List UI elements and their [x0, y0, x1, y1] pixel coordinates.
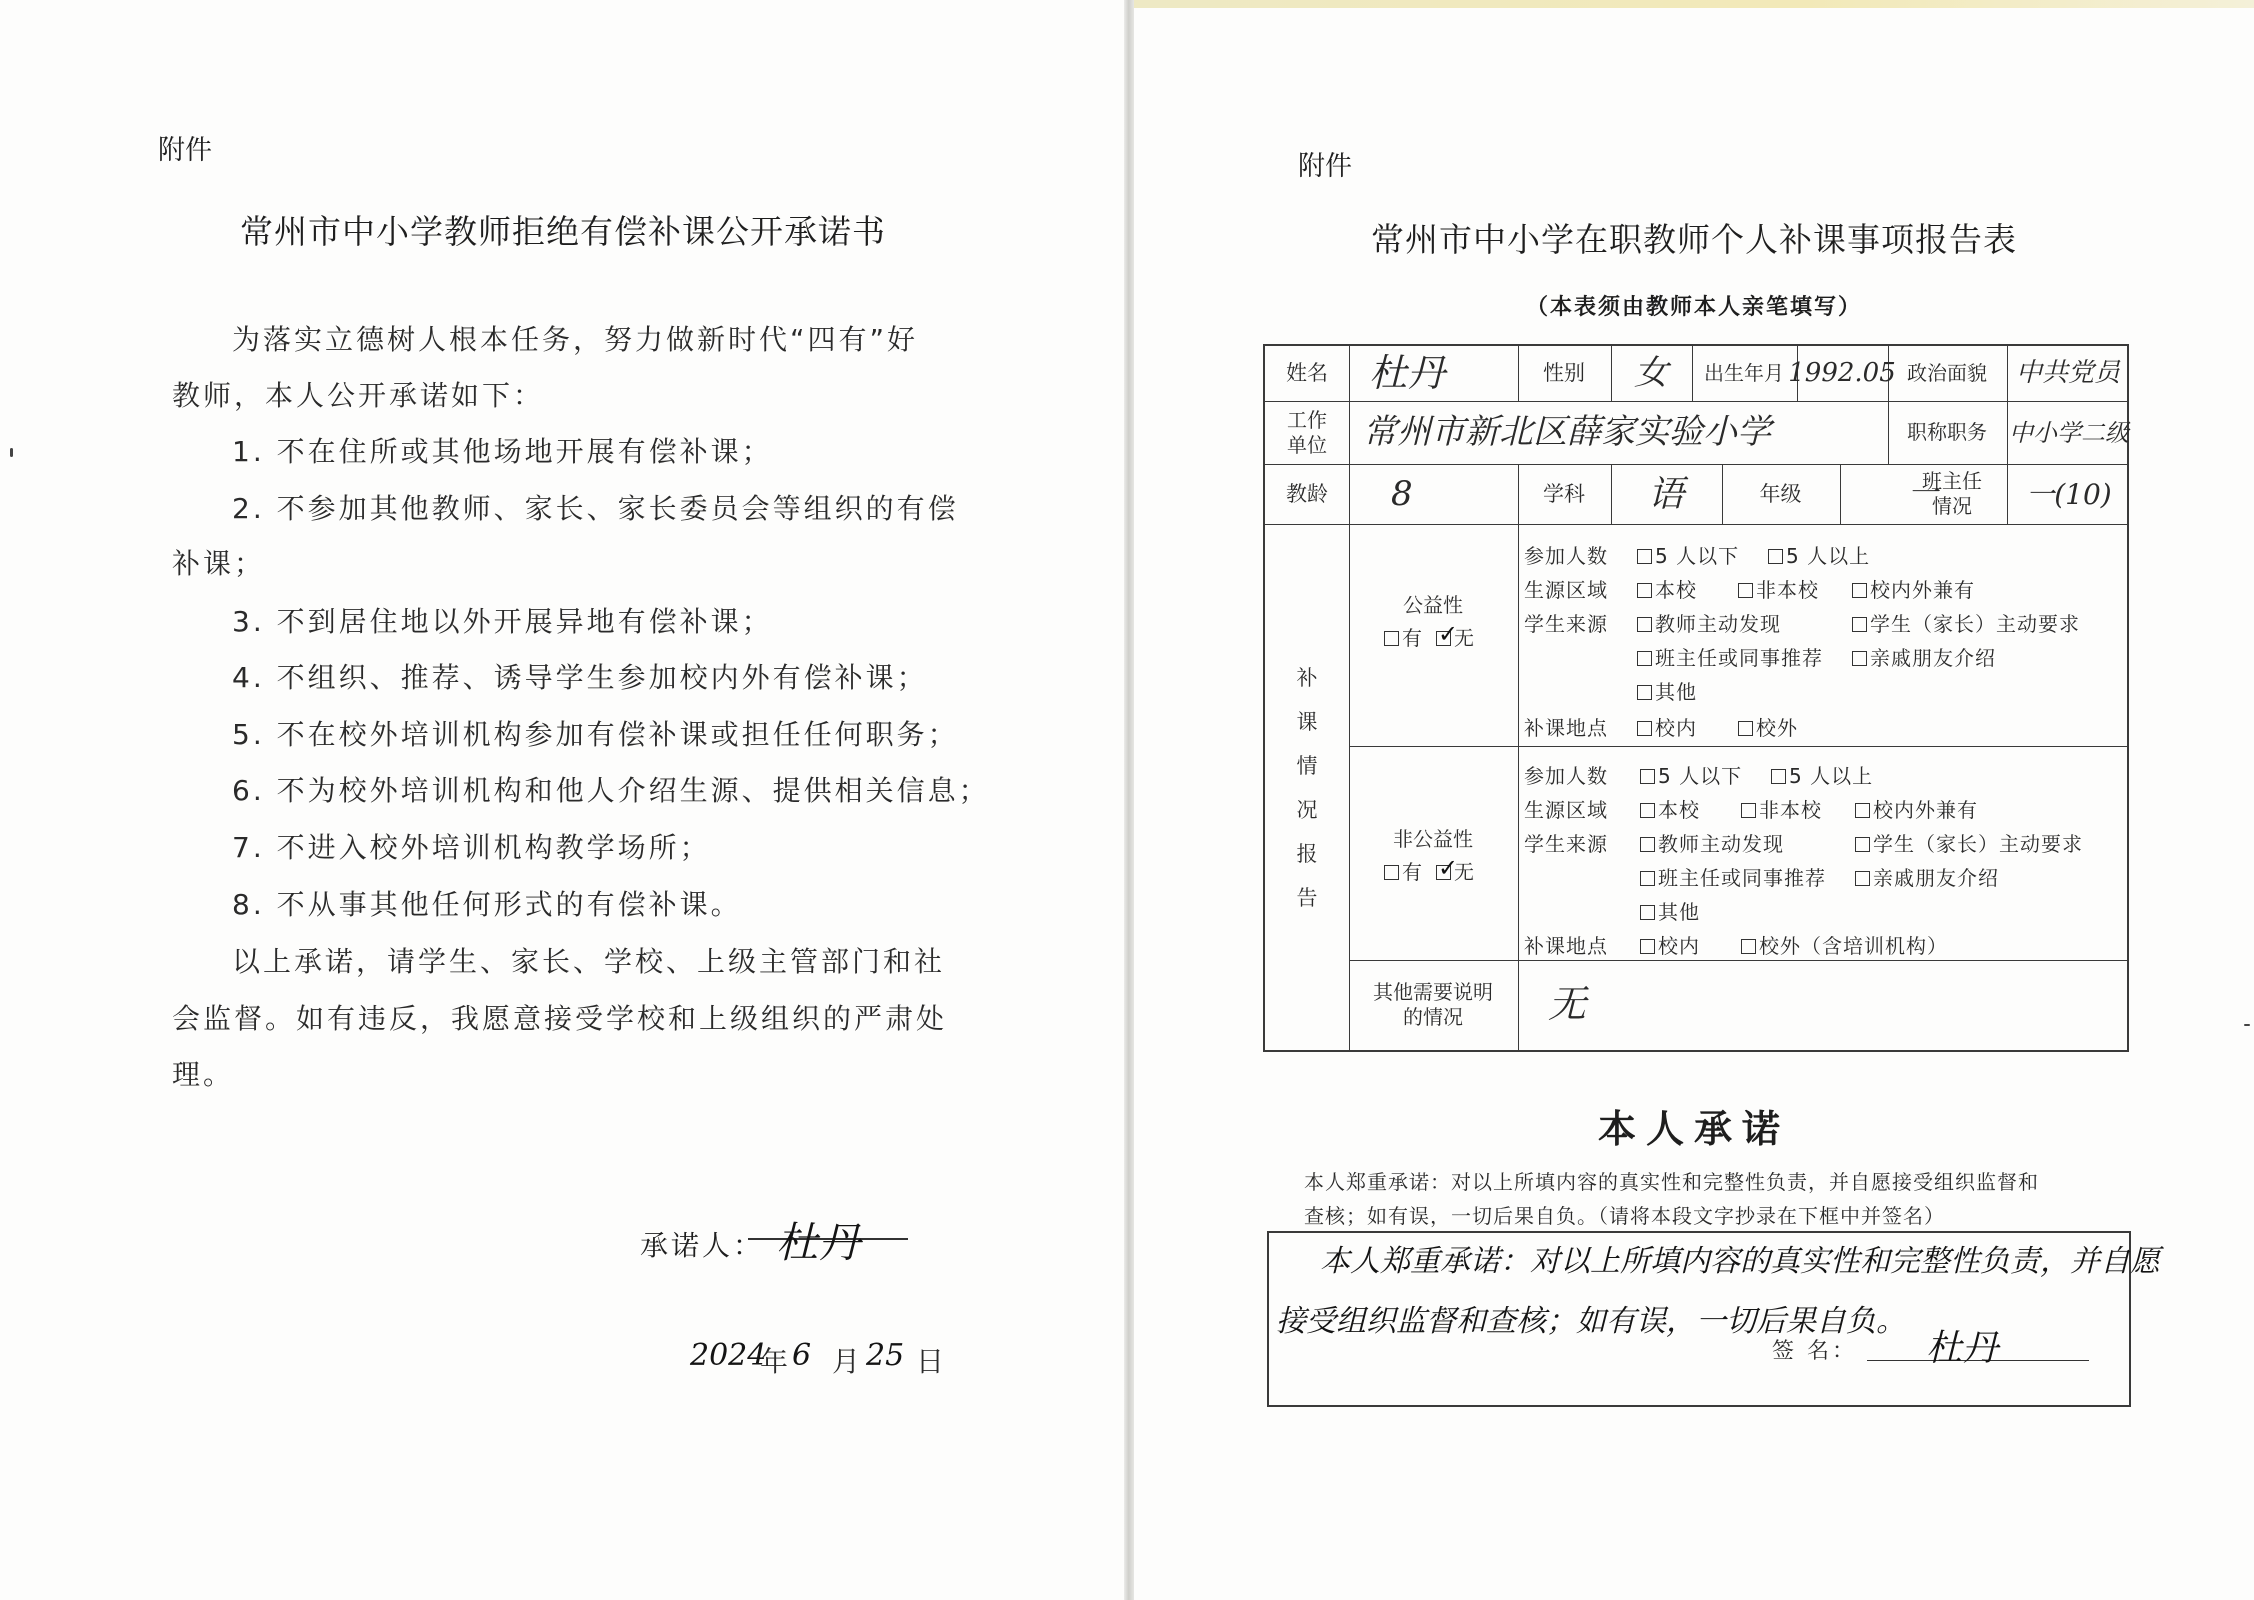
- signer-signature: 杜丹: [776, 1218, 861, 1267]
- check-mark-icon: ✓: [1438, 620, 1460, 648]
- s1-row-label: 参加人数: [1524, 544, 1608, 568]
- s2-opt[interactable]: 本校: [1640, 794, 1700, 823]
- s2-row-label: 参加人数: [1524, 764, 1608, 788]
- s2-opt[interactable]: 校内: [1640, 930, 1700, 959]
- sign-month: 6: [792, 1338, 812, 1373]
- pledge-line: 7. 不进入校外培训机构教学场所；: [232, 831, 711, 864]
- pledge-line: 1. 不在住所或其他场地开展有偿补课；: [232, 435, 773, 468]
- pledge-line: 8. 不从事其他任何形式的有偿补课。: [232, 888, 742, 921]
- s2-opt[interactable]: 班主任或同事推荐: [1640, 862, 1826, 891]
- head-teacher-value: 一(10): [2026, 477, 2112, 511]
- s1-opt[interactable]: 其他: [1637, 676, 1697, 705]
- teach-age-label: 教龄: [1286, 481, 1328, 506]
- s1-opt[interactable]: 亲戚朋友介绍: [1852, 642, 1996, 671]
- pledge-line: 3. 不到居住地以外开展异地有偿补课；: [232, 605, 773, 638]
- right-subtitle: （本表须由教师本人亲笔填写）: [1525, 295, 1862, 320]
- work-label: 工作单位: [1287, 407, 1327, 457]
- birth-value: 1992.05: [1788, 358, 1896, 389]
- s2-opt[interactable]: 教师主动发现: [1640, 828, 1784, 857]
- pledge-line: 教师，本人公开承诺如下：: [172, 379, 545, 412]
- gender-value: 女: [1634, 353, 1668, 394]
- s2-row-label: 学生来源: [1524, 832, 1608, 856]
- name-value: 杜丹: [1369, 350, 1446, 395]
- section1-category: 公益性: [1403, 592, 1463, 617]
- s2-opt[interactable]: 非本校: [1741, 794, 1822, 823]
- grade-label: 年级: [1759, 481, 1802, 506]
- pledge-line: 6. 不为校外培训机构和他人介绍生源、提供相关信息；: [232, 774, 990, 807]
- s1-opt[interactable]: 5 人以下: [1637, 540, 1739, 569]
- grade-value: 一: [1908, 476, 1938, 512]
- pledge-hand-line-1: 本人郑重承诺：对以上所填内容的真实性和完整性负责，并自愿: [1320, 1244, 2160, 1279]
- s2-row-label: 补课地点: [1524, 934, 1608, 958]
- pledge-heading: 本人承诺: [1597, 1107, 1790, 1151]
- s1-row-label: 学生来源: [1524, 612, 1608, 636]
- pledge-line: 补课；: [172, 547, 266, 580]
- s2-opt[interactable]: 校内外兼有: [1855, 794, 1978, 823]
- report-label: 补课情况报告: [1296, 666, 1318, 910]
- scan-speck: [2244, 1024, 2250, 1026]
- pledge-signature: 杜丹: [1926, 1328, 1999, 1369]
- head-teacher-label: 班主任情况: [1922, 469, 1982, 518]
- s1-opt[interactable]: 校内: [1637, 712, 1697, 741]
- paper-edge: [1134, 0, 2254, 8]
- political-value: 中共党员: [2015, 358, 2120, 389]
- s1-opt[interactable]: 5 人以上: [1768, 540, 1870, 569]
- pledge-line: 会监督。如有违反，我愿意接受学校和上级组织的严肃处: [172, 1002, 948, 1035]
- title-value: 中小学二级: [2009, 418, 2129, 447]
- pledge-instruction-1: 本人郑重承诺：对以上所填内容的真实性和完整性负责，并自愿接受组织监督和: [1304, 1170, 2039, 1194]
- sign-month-unit: 月: [832, 1345, 861, 1378]
- pledge-line: 4. 不组织、推荐、诱导学生参加校内外有偿补课；: [232, 661, 928, 694]
- s1-opt[interactable]: 校外: [1738, 712, 1798, 741]
- pledge-hand-line-2: 接受组织监督和查核；如有误，一切后果自负。: [1276, 1304, 1906, 1339]
- s1-opt[interactable]: 教师主动发现: [1637, 608, 1781, 637]
- s1-opt[interactable]: 非本校: [1738, 574, 1819, 603]
- name-label: 姓名: [1286, 361, 1328, 386]
- s1-opt[interactable]: 本校: [1637, 574, 1697, 603]
- title-label: 职称职务: [1907, 420, 1987, 444]
- pledge-line: 理。: [172, 1058, 235, 1091]
- sign-day: 25: [866, 1338, 905, 1373]
- pledge-line: 5. 不在校外培训机构参加有偿补课或担任任何职务；: [232, 718, 959, 751]
- check-mark-icon: ✓: [1438, 854, 1460, 882]
- s1-opt[interactable]: 校内外兼有: [1852, 574, 1975, 603]
- pledge-line: 2. 不参加其他教师、家长、家长委员会等组织的有偿: [232, 492, 959, 525]
- section1-yes[interactable]: 有: [1384, 622, 1423, 651]
- section2-category: 非公益性: [1393, 826, 1473, 851]
- s1-opt[interactable]: 班主任或同事推荐: [1637, 642, 1823, 671]
- s2-row-label: 生源区域: [1524, 798, 1608, 822]
- s1-row-label: 补课地点: [1524, 716, 1608, 740]
- s2-opt[interactable]: 5 人以上: [1771, 760, 1873, 789]
- sign-year-unit: 年: [760, 1345, 789, 1378]
- s2-opt[interactable]: 5 人以下: [1640, 760, 1742, 789]
- left-title: 常州市中小学教师拒绝有偿补课公开承诺书: [240, 212, 886, 251]
- pledge-line: 为落实立德树人根本任务，努力做新时代“四有”好: [232, 323, 919, 356]
- s2-opt[interactable]: 亲戚朋友介绍: [1855, 862, 1999, 891]
- s2-opt[interactable]: 校外（含培训机构）: [1741, 930, 1948, 959]
- section2-no-checked[interactable]: ✓ 无: [1438, 854, 1475, 884]
- political-label: 政治面貌: [1907, 361, 1987, 385]
- sign-year: 2024: [690, 1338, 767, 1373]
- sign-day-unit: 日: [916, 1345, 945, 1378]
- work-value: 常州市新北区薛家实验小学: [1363, 412, 1771, 453]
- other-label: 其他需要说明的情况: [1373, 980, 1493, 1029]
- birth-label: 出生年月: [1704, 361, 1784, 385]
- subject-label: 学科: [1543, 481, 1585, 506]
- pledge-line: 以上承诺，请学生、家长、学校、上级主管部门和社: [232, 945, 946, 978]
- section2-yes[interactable]: 有: [1384, 856, 1423, 885]
- pledge-sign-label: 签 名：: [1772, 1339, 1857, 1364]
- right-annex-label: 附件: [1298, 151, 1352, 182]
- signer-label: 承诺人：: [640, 1229, 765, 1262]
- teach-age-value: 8: [1391, 473, 1413, 514]
- section1-no-checked[interactable]: ✓ 无: [1438, 620, 1475, 650]
- s2-opt[interactable]: 学生（家长）主动要求: [1855, 828, 2083, 857]
- s1-opt[interactable]: 学生（家长）主动要求: [1852, 608, 2080, 637]
- right-title: 常州市中小学在职教师个人补课事项报告表: [1371, 220, 2017, 259]
- left-annex-label: 附件: [158, 135, 212, 166]
- scan-speck: [10, 448, 13, 457]
- subject-value: 语: [1647, 473, 1684, 515]
- s1-row-label: 生源区域: [1524, 578, 1608, 602]
- s2-opt[interactable]: 其他: [1640, 896, 1700, 925]
- gender-label: 性别: [1543, 361, 1585, 386]
- other-value: 无: [1548, 982, 1587, 1027]
- pledge-instruction-2: 查核；如有误，一切后果自负。（请将本段文字抄录在下框中并签名）: [1304, 1204, 1945, 1228]
